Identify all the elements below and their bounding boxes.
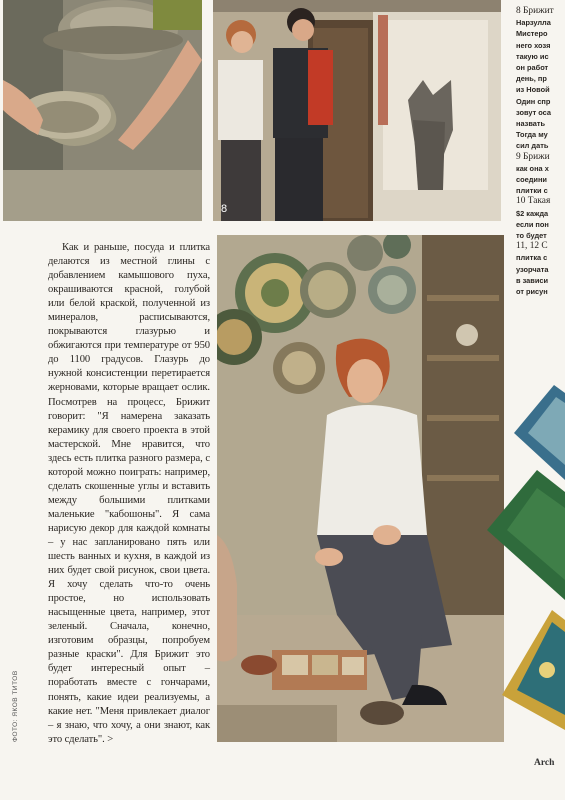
sidebar-caption-line: него хозя [516, 40, 551, 50]
sidebar-caption-line: в зависи [516, 275, 549, 285]
sidebar-caption-line: 11, 12 С [516, 241, 548, 252]
sidebar-captions [516, 6, 565, 297]
sidebar-caption-line: такую ис [516, 51, 549, 61]
pottery-wheel-photo [3, 0, 202, 221]
green-tile-image [487, 470, 565, 600]
sidebar-caption-line: Тогда му [516, 130, 548, 140]
sidebar-caption-line: плитка с [516, 253, 548, 263]
sidebar-caption-line: если пон [516, 219, 549, 229]
sidebar-caption-line: Нарзулла [516, 18, 551, 28]
article-body-text [48, 241, 210, 747]
sidebar-caption-line: 8 Брижит [516, 6, 554, 16]
sidebar-caption-line: соедини [516, 175, 547, 185]
patterned-tile-image [502, 610, 565, 730]
donkey-workshop-photo [213, 0, 501, 221]
photo-caption-number: 8 [221, 203, 228, 215]
magazine-brand-footer: Arch [534, 758, 555, 768]
sidebar-caption-line: Один спр [516, 96, 551, 106]
photo-credit: ФОТО: ЯКОВ ТИТОВ [12, 670, 19, 742]
ceramics-workshop-photo [217, 235, 504, 742]
sidebar-caption-line: $2 кажда [516, 208, 549, 218]
continue-arrow-icon: > [107, 733, 114, 745]
sidebar-caption-line: зовут оса [516, 107, 551, 117]
sidebar-caption-line: 10 Такая [516, 196, 551, 207]
article-paragraph: Как и раньше, посуда и плитка делаются из местной глины с добавлением камышового пуха, окрашиваются красной, голубой или белой краской, полученной из минералов, расписываются, покрываются глазурью и обжигаются при температуре от 950 до 1100 градусов. Глазурь до нужной консистенции перетирается жерновами, которые вращает ослик. Посмотрев на процесс, Брижит говорит: "Я намерена заказать керамику для своего проекта в этой мастерской. Мне нравится, что здесь есть плитка разного размера, с которой можно поиграть: например, сделать скошенные углы и вставить между большими плитками маленькие "кабошоны". Я сама нарисую декор для каждой комнаты – у нас запланировано пять или шесть ванных и кухня, в каждой из них будет свой рисунок, свои цвета. Я хочу сделать что-то очень простое, но использовать насыщенные цвета, например, этот зеленый. Сначала, конечно, изготовим образцы, попробуем разные краски". Для Брижит это будет интересный опыт – поработать вместе с гончарами, понять, какие идеи реализуемы, а какие нет. "Меня привлекает диалог – я знаю, что хочу, а они знают, как это сделать". [48, 242, 210, 745]
sidebar-caption-line: Мистеро [516, 29, 548, 39]
sidebar-caption-line: он работ [516, 63, 549, 73]
sidebar-caption-line: узорчата [516, 264, 549, 274]
sidebar-caption-line: из Новой [516, 85, 550, 95]
sidebar-caption-line: от рисун [516, 287, 548, 297]
sidebar-caption-line: сил дать [516, 141, 549, 151]
sidebar-caption-line: плитки с [516, 186, 548, 196]
blue-tile-image [514, 385, 565, 480]
sidebar-caption-line: 9 Брижи [516, 151, 550, 162]
sidebar-caption-line: день, пр [516, 74, 547, 84]
sidebar-caption-line: то будет [516, 231, 547, 241]
sidebar-caption-line: назвать [516, 119, 546, 129]
sidebar-caption-line: как она х [516, 163, 549, 173]
